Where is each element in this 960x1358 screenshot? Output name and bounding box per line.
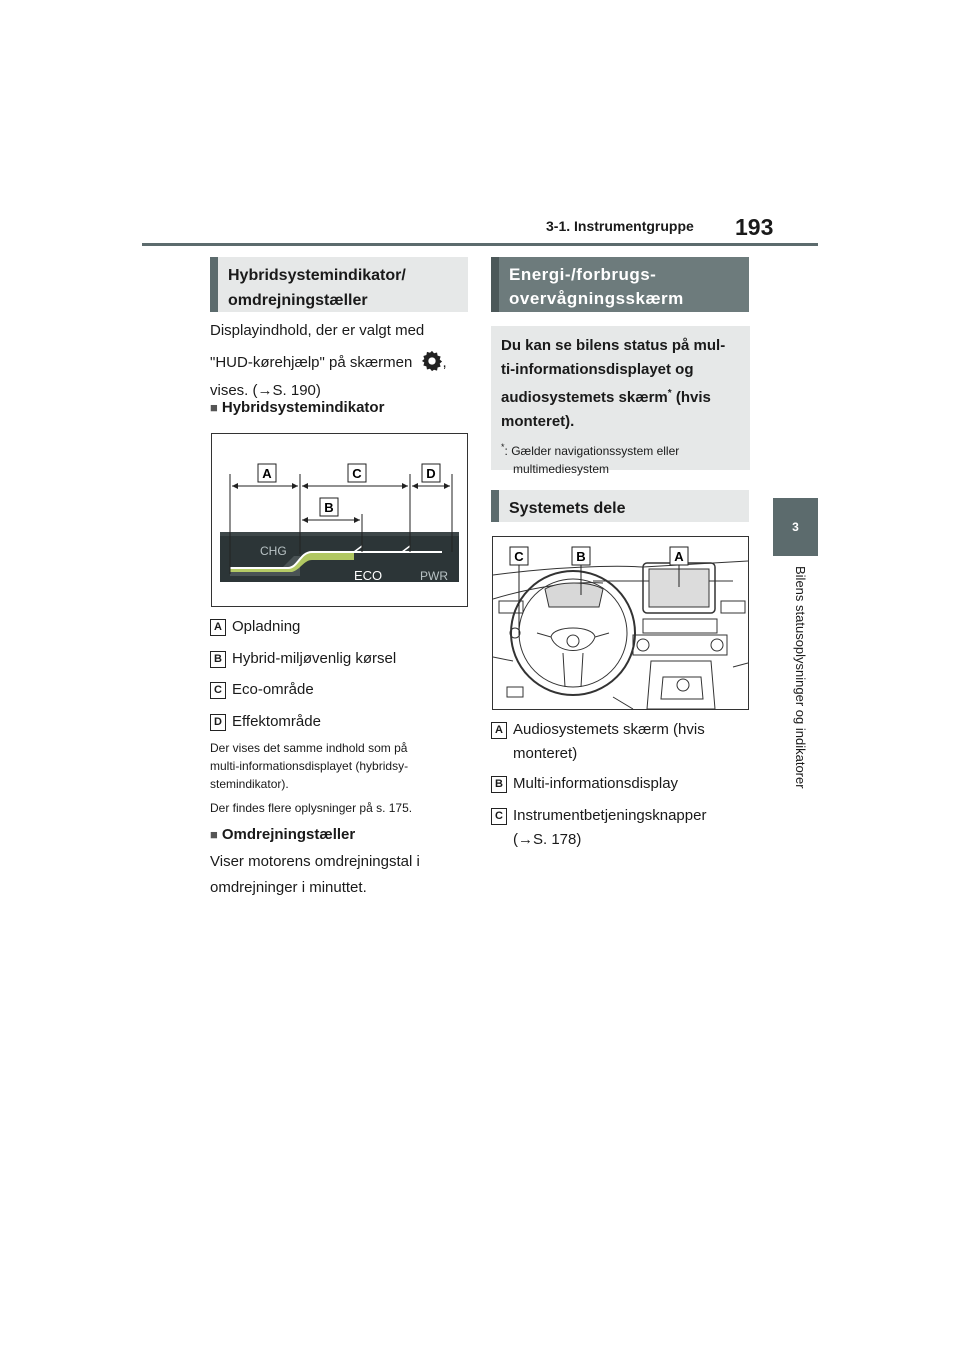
cockpit-label-overlay (493, 537, 748, 709)
legend-item: A Opladning (210, 616, 300, 638)
cockpit-figure (492, 536, 749, 710)
intro-text: Displayindhold, der er valgt med "HUD-kørehjælp" på skærmen , vises. (→S. 190) (210, 322, 447, 399)
legend-item: B Hybrid-miljøvenlig kørsel (210, 648, 396, 670)
legend-item: C Instrumentbetjeningsknapper (→S. 178) (491, 805, 706, 851)
bullet-hybrid-indicator: ■ Hybridsystemindikator (210, 399, 384, 416)
page-number: 193 (735, 214, 774, 240)
section-heading-parts: Systemets dele (491, 490, 749, 522)
section-heading-hybrid: Hybridsystemindikator/ omdrejningstæller (210, 257, 468, 312)
legend-item: B Multi-informationsdisplay (491, 773, 678, 795)
legend-item: C Eco-område (210, 679, 314, 701)
cockpit-label-c: C (514, 549, 524, 564)
fig-label-b: B (324, 500, 334, 515)
cockpit-label-a: A (674, 549, 684, 564)
fig-label-a: A (262, 466, 272, 481)
pwr-label: PWR (420, 569, 448, 583)
tachometer-text: Viser motorens omdrejningstal i omdrejninger i minuttet. (210, 853, 420, 896)
cockpit-label-b: B (576, 549, 586, 564)
chapter-tab: 3 (773, 498, 818, 556)
arrow-right-icon: → (257, 382, 273, 399)
info-box: Du kan se bilens status på mul- ti-informationsdisplayet og audiosystemets skærm* (hvis monteret). *: Gælder navigationssystem eller multimediesystem (491, 326, 750, 470)
section-title: 3-1. Instrumentgruppe (546, 218, 694, 234)
header-rule (142, 243, 818, 246)
section-heading-energy: Energi-/forbrugs- overvågningsskærm (491, 257, 749, 312)
fig-label-c: C (352, 466, 362, 481)
side-chapter-title: Bilens statusoplysninger og indikatorer (793, 566, 808, 789)
hybrid-indicator-svg (212, 434, 467, 606)
legend-item: A Audiosystemets skærm (hvis monteret) (491, 719, 705, 765)
note-same-content: Der vises det samme indhold som på multi-informationsdisplayet (hybridsy- stemindikator). (210, 741, 409, 791)
arrow-right-icon: → (518, 831, 533, 848)
fig-label-d: D (426, 466, 436, 481)
hybrid-indicator-figure (211, 433, 468, 607)
eco-label: ECO (354, 568, 383, 583)
chg-label: CHG (260, 544, 287, 558)
bullet-tachometer: ■ Omdrejningstæller (210, 826, 355, 843)
legend-item: D Effektområde (210, 711, 321, 733)
gear-icon (421, 350, 443, 372)
note-more-info: Der findes flere oplysninger på s. 175. (210, 801, 413, 815)
